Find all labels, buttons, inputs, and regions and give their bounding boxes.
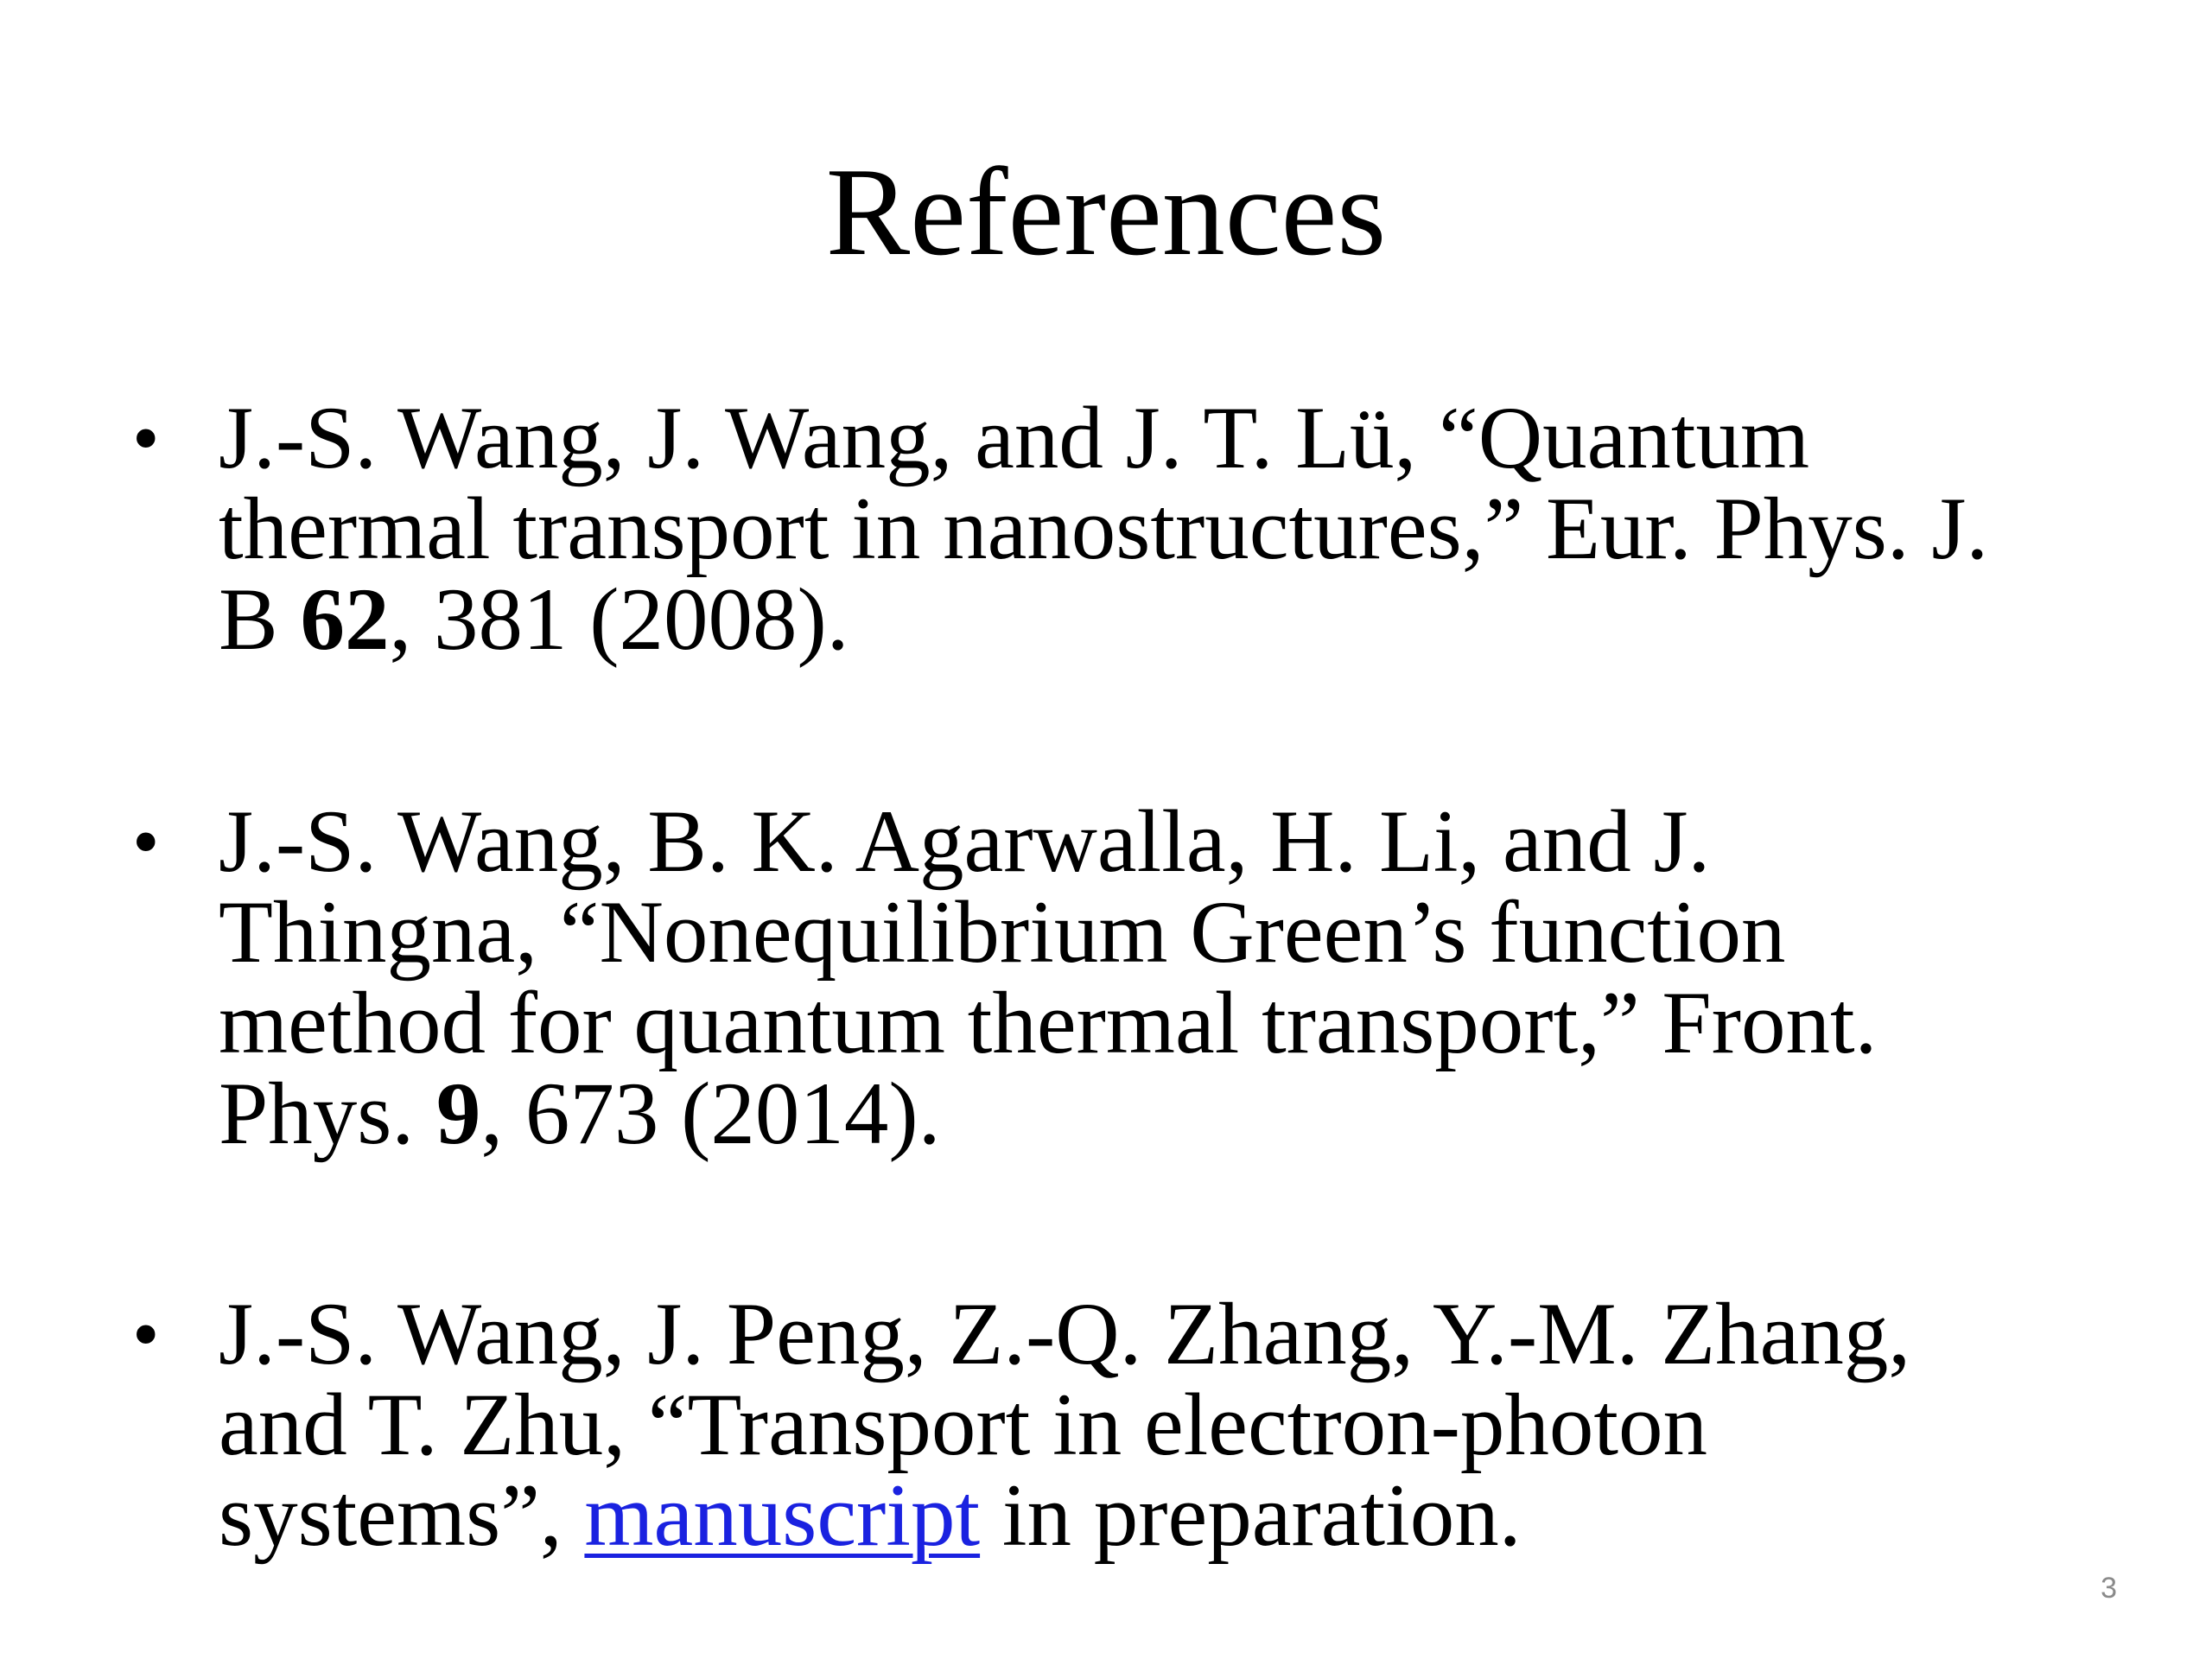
reference-item-2 xyxy=(132,792,2120,1163)
reference-line: Thingna, “Nonequilibrium Green’s function xyxy=(219,883,1786,982)
reference-line: thermal transport in nanostructures,” Eur. Phys. J. xyxy=(219,480,1989,578)
reference-line: J.-S. Wang, B. K. Agarwalla, H. Li, and J. xyxy=(219,792,1711,891)
reference-line: method for quantum thermal transport,” Front. xyxy=(219,974,1878,1072)
reference-text: , 381 (2008). xyxy=(389,570,849,669)
journal-volume: 9 xyxy=(435,1065,481,1163)
reference-text: B xyxy=(219,570,301,669)
journal-volume: 62 xyxy=(300,570,390,669)
reference-line xyxy=(219,570,2120,669)
reference-line xyxy=(219,1065,2120,1163)
reference-line: and T. Zhu, “Transport in electron-photon xyxy=(219,1376,1708,1474)
reference-line: J.-S. Wang, J. Peng, Z.-Q. Zhang, Y.-M. Zhang, xyxy=(219,1285,1911,1383)
manuscript-link[interactable]: manuscript xyxy=(584,1466,981,1565)
reference-text: systems”, xyxy=(219,1466,585,1565)
bullet-icon: • xyxy=(132,1292,160,1377)
reference-text: in preparation. xyxy=(980,1466,1522,1565)
page-number: 3 xyxy=(2101,1572,2117,1605)
slide-title: References xyxy=(825,142,1387,282)
reference-line xyxy=(219,1466,2120,1565)
reference-text: , 673 (2014). xyxy=(480,1065,941,1163)
bullet-icon: • xyxy=(132,396,160,481)
reference-line: J.-S. Wang, J. Wang, and J. T. Lü, “Quantum xyxy=(219,389,1810,487)
bullet-icon: • xyxy=(132,799,160,885)
reference-text: Phys. xyxy=(219,1065,436,1163)
reference-item-1 xyxy=(132,389,2120,669)
reference-item-3 xyxy=(132,1285,2120,1565)
